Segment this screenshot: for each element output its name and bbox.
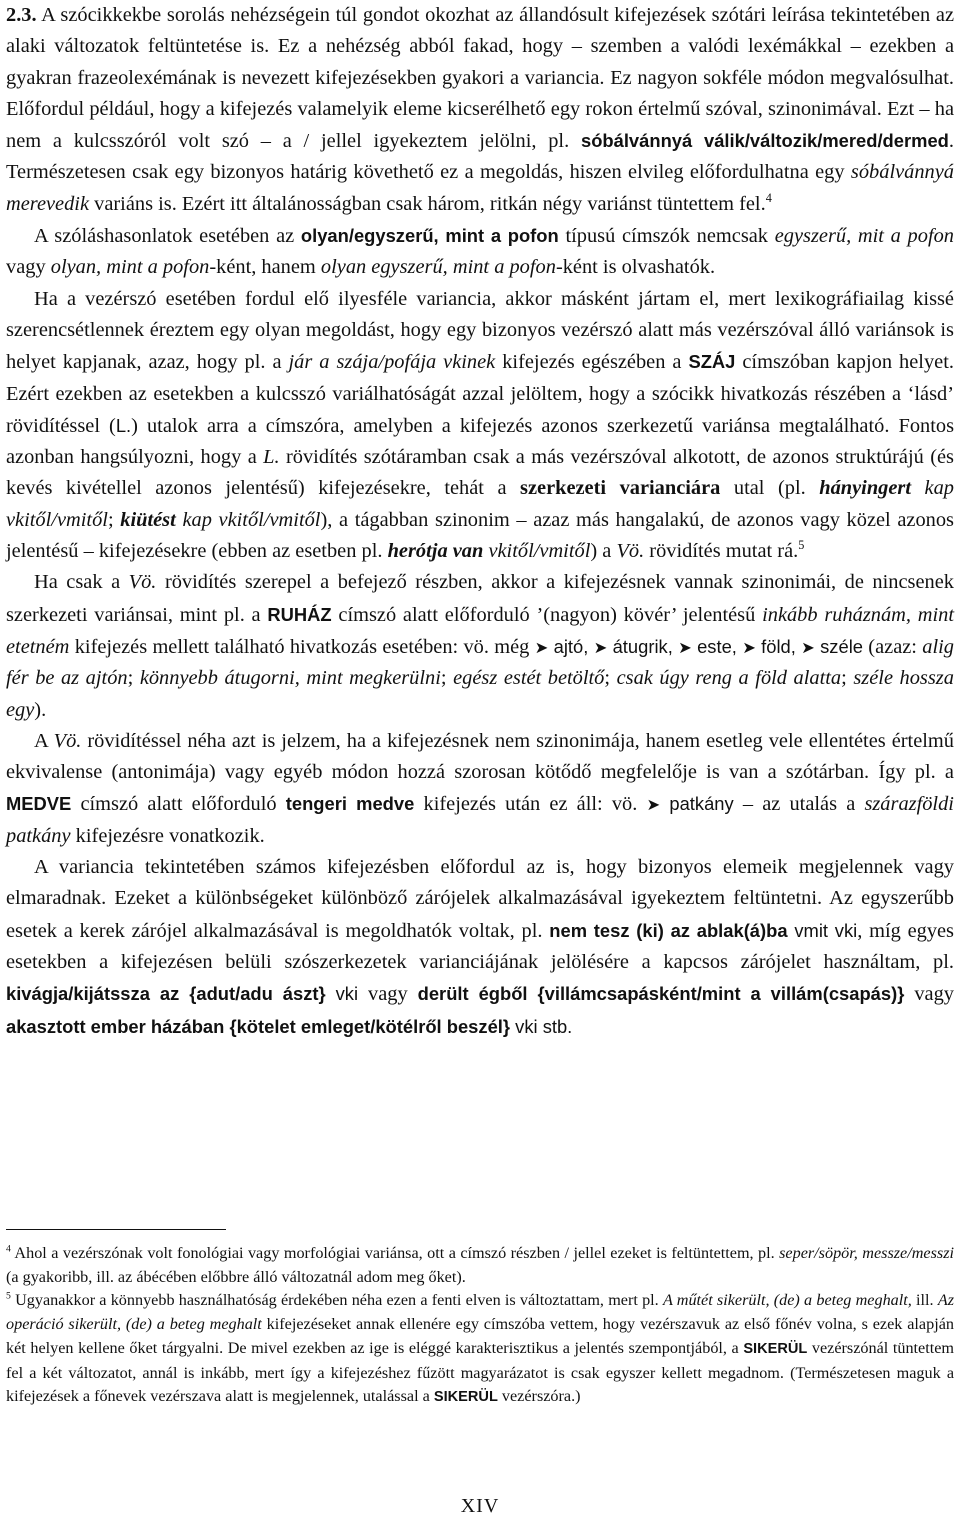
text-run: vagy: [914, 983, 954, 1006]
footnote-number: 4: [6, 1243, 11, 1255]
paragraph-6: [6, 852, 954, 1043]
text-run: (a gyakoribb, ill. az ábécében előbbre álló változatnál adom meg őket).: [6, 1267, 466, 1286]
bold-italic-expression: herótja van: [387, 540, 484, 563]
italic-expression: olyan egyszerű, mint a pofon: [320, 256, 556, 279]
text-run: ;: [107, 508, 114, 531]
text-run: Ahol a vezérszónak volt fonológiai vagy morfológiai variánsa, ott a címszó részben / jellel ezeket is feltüntettem, pl.: [14, 1244, 775, 1262]
headword: SIKERÜL: [743, 1340, 808, 1357]
example-expression: olyan/egyszerű, mint a pofon: [300, 225, 559, 247]
bold-italic-expression: hányingert: [819, 477, 912, 500]
text-run: variáns is. Ezért itt általánosságban csak három, ritkán négy variánst tüntettem fel.: [94, 192, 766, 215]
italic-expression: vkitől/vmitől: [488, 540, 591, 563]
example-expression: nem tesz (ki) az ablak(á)ba: [549, 919, 788, 941]
italic-expression: egész estét betöltő: [453, 667, 605, 690]
text-run: , míg egyes esetekben a kifejezésen belüli szószerkezetek varianciájának jelölésére a kapcsos zárójelet használtam, pl.: [6, 919, 954, 973]
placeholder-text: vki: [335, 983, 359, 1005]
footnote-4: [6, 1242, 954, 1289]
placeholder-text: vki stb.: [515, 1015, 573, 1037]
italic-abbreviation: Vö.: [616, 540, 645, 563]
text-run: A szóláshasonlatok esetében az: [34, 225, 295, 248]
cross-reference-link[interactable]: széle: [820, 635, 863, 657]
italic-expression: kap vkitől/vmitől: [6, 477, 954, 531]
italic-expression: kap vkitől/vmitől: [182, 508, 321, 531]
cross-reference-link[interactable]: ajtó,: [553, 635, 589, 657]
italic-expression: csak úgy reng a föld alatta: [616, 667, 842, 690]
text-run: ;: [604, 667, 611, 690]
text-run: A: [34, 729, 48, 752]
text-run: vezérszónál tüntettem fel a két változatot, annál is inkább, mert így a kifejezéshez fűzött magyarázatot is csak egyszer kellett megadnom. (Természetesen maguk a kifejezések a főnevek vezérszava alatt is megjelennek, utalással a: [6, 1338, 954, 1406]
abbreviation: L.: [115, 414, 132, 436]
headword: MEDVE: [6, 793, 72, 815]
text-run: A variancia tekintetében számos kifejezésben előfordul az is, hogy bizonyos elemeik megjelennek vagy elmaradnak. Ezeket a különbségeket különböző zárójelek alkalmazásával igyekeztem feltüntetni. Az egyszerűbb esetek a kerek zárójel alkalmazásával is megoldhatók voltak, pl.: [6, 856, 954, 942]
text-run: típusú címszók nemcsak: [565, 225, 769, 248]
footnote-divider: [6, 1229, 226, 1230]
arrow-icon: ➤: [801, 637, 815, 657]
page-number: XIV: [460, 1495, 500, 1517]
arrow-icon: ➤: [678, 637, 692, 657]
arrow-icon: ➤: [742, 637, 756, 657]
arrow-icon: ➤: [593, 637, 608, 657]
footnote-ref-4[interactable]: 4: [765, 190, 772, 205]
text-run: kifejezés után ez áll: vö.: [423, 793, 638, 816]
italic-expression: alig fér be az ajtón: [6, 635, 954, 690]
text-run: vezérszóra.): [501, 1387, 581, 1406]
cross-reference-link[interactable]: föld,: [761, 635, 796, 657]
text-run: kifejezés egészében a: [502, 351, 682, 374]
text-run: -ként, hanem: [209, 256, 316, 279]
paragraph-1: [6, 0, 954, 220]
footnote-ref-5[interactable]: 5: [798, 538, 805, 553]
italic-abbreviation: Vö.: [53, 729, 82, 752]
text-run: vagy: [368, 983, 408, 1006]
italic-expression: seper/söpör, messze/messzi: [779, 1244, 954, 1262]
text-run: Ha a vezérszó esetében fordul elő ilyesféle variancia, akkor másként jártam el, mert lexikográfiailag kissé szerencsétlennek éreztem egy olyan megoldást, hogy egy bizonyos vezérszó alatt más vezérszóval álló variánsok is helyet kapjanak, azaz, hogy pl. a: [6, 287, 954, 374]
italic-expression: A műtét sikerült, (de) a beteg meghalt,: [662, 1291, 912, 1310]
text-run: címszó alatt előforduló ’(nagyon) kövér’ jelentésű: [338, 603, 756, 626]
example-expression: akasztott ember házában {kötelet emleget/kötélről beszél}: [6, 1015, 511, 1037]
text-run: . Természetesen csak egy bizonyos határig követhető ez a megoldás, hiszen elvileg előfordulhatna egy: [6, 130, 954, 184]
italic-abbreviation: Vö.: [128, 571, 157, 594]
text-run: kifejezésre vonatkozik.: [75, 824, 265, 847]
text-run: ;: [841, 667, 847, 690]
footnotes: [6, 1242, 954, 1410]
text-run: Ha csak a: [34, 571, 121, 594]
placeholder-text: vmit vki: [794, 919, 858, 941]
text-run: kifejezés mellett található hivatkozás esetében: vö. még: [74, 635, 530, 658]
paragraph-4: [6, 567, 954, 725]
text-run: rövidítés mutat rá.: [649, 540, 799, 563]
headword: SIKERÜL: [433, 1389, 498, 1406]
headword: RUHÁZ: [267, 603, 332, 625]
italic-expression: könnyebb átugorni, mint megkerülni: [139, 667, 441, 690]
text-run: – az utalás a: [742, 793, 856, 816]
italic-expression: inkább ruháznám, mint etetném: [6, 603, 955, 658]
example-expression: sóbálvánnyá válik/változik/mered/dermed: [580, 130, 949, 152]
text-run: utal (pl.: [733, 477, 806, 500]
bold-term: szerkezeti varianciára: [520, 477, 721, 500]
main-text: [6, 0, 954, 1043]
italic-expression: egyszerű, mit a pofon: [774, 225, 954, 248]
text-run: ;: [440, 667, 447, 690]
text-run: címszóban kapjon helyet. Ezért ezekben az esetekben a kulcsszó variálhatóságát azzal jelöltem, hogy a szócikk hivatkozás részében a ‘lásd’ rövidítéssel (: [6, 351, 954, 437]
text-run: Ugyanakkor a könnyebb használhatóság érdekében néha ezen a fenti elven is változtattam, mert pl.: [15, 1291, 659, 1310]
italic-expression: Az operáció sikerült, (de) a beteg meghalt: [6, 1291, 954, 1334]
text-run: -ként is olvashatók.: [555, 256, 716, 279]
italic-expression: jár a szája/pofája vkinek: [288, 351, 496, 374]
text-run: rövidítés szótáramban csak a más vezérszóval alkotott, de azonos struktúrájú (és kevés kivétellel azonos jelentésű) kifejezésekre, tehát a: [6, 446, 954, 500]
italic-expression: olyan, mint a pofon: [50, 256, 210, 279]
italic-abbreviation: L.: [263, 446, 280, 469]
text-run: A szócikkekbe sorolás nehézségein túl gondot okozhat az állandósult kifejezések szótári leírása tekintetében az alaki változatok feltüntetése is. Ez a nehézség abból fakad, hogy – szemben a valódi lexémákkal – ezekben a gyakran frazeolexémának is nevezett kifejezésekben gyakori a variancia. Ez nagyon sokféle módon megvalósulhat. Előfordul például, hogy a kifejezés valamelyik eleme kicserélhető egy rokon értelmű szóval, szinonimával. Ezt – ha nem a kulcsszóról volt szó – a / jellel igyekeztem jelölni, pl.: [6, 4, 954, 153]
text-run: kifejezéseket annak ellenére egy címszóba vettem, hogy vezérszavuk az első főnév volna, s ezek alapján két helyen kellene őket tárgyalni. De mivel ezekben az ige is eléggé karakterisztikus a jelentés szempontjából, a: [6, 1315, 954, 1357]
text-run: rövidítés szerepel a befejező részben, akkor a kifejezésnek vannak szinonimái, de nincsenek szerkezeti variánsai, mint pl. a: [6, 571, 954, 626]
text-run: (azaz:: [868, 635, 917, 658]
footnote-5: [6, 1289, 954, 1410]
text-run: ;: [127, 667, 134, 690]
text-run: címszó alatt előforduló: [80, 793, 277, 816]
example-expression: derült égből {villámcsapásként/mint a villám(csapás)}: [417, 983, 905, 1005]
text-run: ) a: [590, 540, 612, 563]
italic-expression: szárazföldi patkány: [6, 793, 954, 847]
headword: SZÁJ: [688, 351, 736, 373]
text-run: ill.: [916, 1291, 934, 1310]
paragraph-5: [6, 726, 954, 852]
paragraph-2: [6, 220, 954, 284]
italic-expression: sóbálvánnyá merevedik: [6, 161, 954, 215]
text-run: ), a tágabban szinonim – azaz más hangalakú, de azonos vagy közel azonos jelentésű – kifejezésekre (ebben az esetben pl.: [6, 508, 954, 563]
cross-reference-link[interactable]: átugrik,: [612, 635, 673, 657]
section-number: 2.3.: [6, 4, 37, 26]
footnote-number: 5: [6, 1291, 11, 1303]
italic-expression: széle hossza egy: [6, 667, 954, 721]
cross-reference-link[interactable]: este,: [697, 635, 737, 657]
arrow-icon: ➤: [534, 637, 549, 657]
arrow-icon: ➤: [646, 795, 661, 815]
example-expression: kivágja/kijátssza az {adut/adu ászt}: [6, 983, 326, 1005]
text-run: ).: [34, 698, 47, 721]
text-run: ) utalok arra a címszóra, amelyben a kifejezés azonos szerkezetű variánsa megtalálható. Fontos azonban hangsúlyozni, hogy a: [6, 414, 955, 469]
text-run: vagy: [6, 256, 46, 279]
paragraph-3: [6, 284, 954, 568]
text-run: rövidítéssel néha azt is jelzem, ha a kifejezésnek nem szinonimája, hanem esetleg vele ellentétes értelmű ekvivalense (antonimája) vagy egyéb módon hozzá szorosan kötődő megfelelője is van a szótárban. Így pl. a: [6, 729, 954, 784]
example-expression: tengeri medve: [285, 793, 415, 815]
bold-italic-expression: kiütést: [120, 508, 176, 531]
cross-reference-link[interactable]: patkány: [669, 793, 734, 815]
